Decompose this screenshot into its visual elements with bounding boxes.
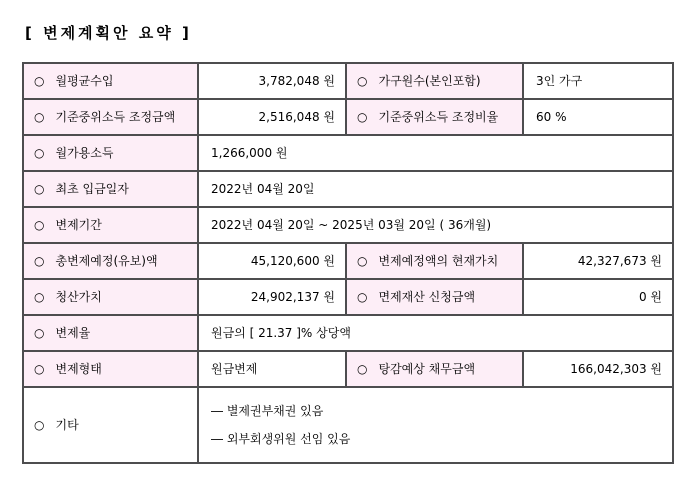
table-row (23, 171, 673, 207)
label-cell-monthly-disposable-income (23, 135, 198, 171)
value-cell-median-income-adjusted-amount: 2,516,048 원 (198, 99, 346, 135)
label-text: 변제율 (55, 325, 91, 340)
label-text: 기준중위소득 조정비율 (378, 109, 499, 124)
label-text: 총변제예정(유보)액 (55, 253, 158, 268)
value-cell-etc (198, 387, 673, 463)
label-text: 월평균수입 (55, 73, 114, 88)
circle-bullet-icon: ○ (34, 145, 45, 160)
label-text: 청산가치 (55, 289, 102, 304)
table-row (23, 207, 673, 243)
circle-bullet-icon: ○ (34, 289, 45, 304)
label-cell-total-expected-repayment (23, 243, 198, 279)
circle-bullet-icon: ○ (357, 361, 368, 376)
value-cell-median-income-adjust-ratio: 60 % (523, 99, 673, 135)
value-cell-monthly-disposable-income: 1,266,000 원 (198, 135, 673, 171)
label-cell-etc (23, 387, 198, 463)
circle-bullet-icon: ○ (34, 109, 45, 124)
circle-bullet-icon: ○ (357, 253, 368, 268)
label-cell-repayment-period (23, 207, 198, 243)
value-cell-repayment-type: 원금변제 (198, 351, 346, 387)
label-cell-present-value-of-repayment (346, 243, 523, 279)
value-cell-liquidation-value: 24,902,137 원 (198, 279, 346, 315)
table-row (23, 63, 673, 99)
label-cell-household-size (346, 63, 523, 99)
label-text: 면제재산 신청금액 (378, 289, 476, 304)
label-cell-liquidation-value (23, 279, 198, 315)
table-row (23, 243, 673, 279)
value-cell-present-value-of-repayment: 42,327,673 원 (523, 243, 673, 279)
circle-bullet-icon: ○ (357, 289, 368, 304)
table-row (23, 351, 673, 387)
label-text: 변제형태 (55, 361, 102, 376)
value-cell-first-deposit-date: 2022년 04월 20일 (198, 171, 673, 207)
circle-bullet-icon: ○ (34, 73, 45, 88)
label-text: 탕감예상 채무금액 (378, 361, 476, 376)
label-cell-exempt-property-request (346, 279, 523, 315)
label-text: 변제예정액의 현재가치 (378, 253, 499, 268)
label-text: 변제기간 (55, 217, 102, 232)
circle-bullet-icon: ○ (34, 361, 45, 376)
value-cell-repayment-period: 2022년 04월 20일 ~ 2025년 03월 20일 ( 36개월) (198, 207, 673, 243)
circle-bullet-icon: ○ (357, 109, 368, 124)
value-cell-repayment-rate: 원금의 [ 21.37 ]% 상당액 (198, 315, 673, 351)
circle-bullet-icon: ○ (34, 181, 45, 196)
label-text: 기타 (55, 417, 79, 432)
page-title: [ 변제계획안 요약 ] (25, 24, 192, 42)
circle-bullet-icon: ○ (34, 325, 45, 340)
value-cell-total-expected-repayment: 45,120,600 원 (198, 243, 346, 279)
table-row (23, 135, 673, 171)
table-row (23, 387, 673, 463)
circle-bullet-icon: ○ (34, 217, 45, 232)
label-cell-repayment-type (23, 351, 198, 387)
circle-bullet-icon: ○ (34, 253, 45, 268)
label-text: 기준중위소득 조정금액 (55, 109, 176, 124)
table-row (23, 279, 673, 315)
summary-table (22, 62, 674, 464)
value-cell-exempt-property-request: 0 원 (523, 279, 673, 315)
circle-bullet-icon: ○ (34, 417, 45, 432)
table-row (23, 99, 673, 135)
circle-bullet-icon: ○ (357, 73, 368, 88)
value-cell-household-size: 3인 가구 (523, 63, 673, 99)
label-cell-monthly-avg-income (23, 63, 198, 99)
value-cell-expected-debt-relief-amount: 166,042,303 원 (523, 351, 673, 387)
table-row (23, 315, 673, 351)
label-cell-first-deposit-date (23, 171, 198, 207)
label-text: 최초 입금일자 (55, 181, 129, 196)
label-cell-median-income-adjust-ratio (346, 99, 523, 135)
etc-note-line: ― 외부회생위원 선임 있음 (211, 431, 351, 446)
label-cell-expected-debt-relief-amount (346, 351, 523, 387)
label-cell-repayment-rate (23, 315, 198, 351)
label-cell-median-income-adjusted-amount (23, 99, 198, 135)
etc-note-line: ― 별제권부채권 있음 (211, 404, 324, 419)
value-cell-monthly-avg-income: 3,782,048 원 (198, 63, 346, 99)
label-text: 월가용소득 (55, 145, 114, 160)
label-text: 가구원수(본인포함) (378, 73, 481, 88)
